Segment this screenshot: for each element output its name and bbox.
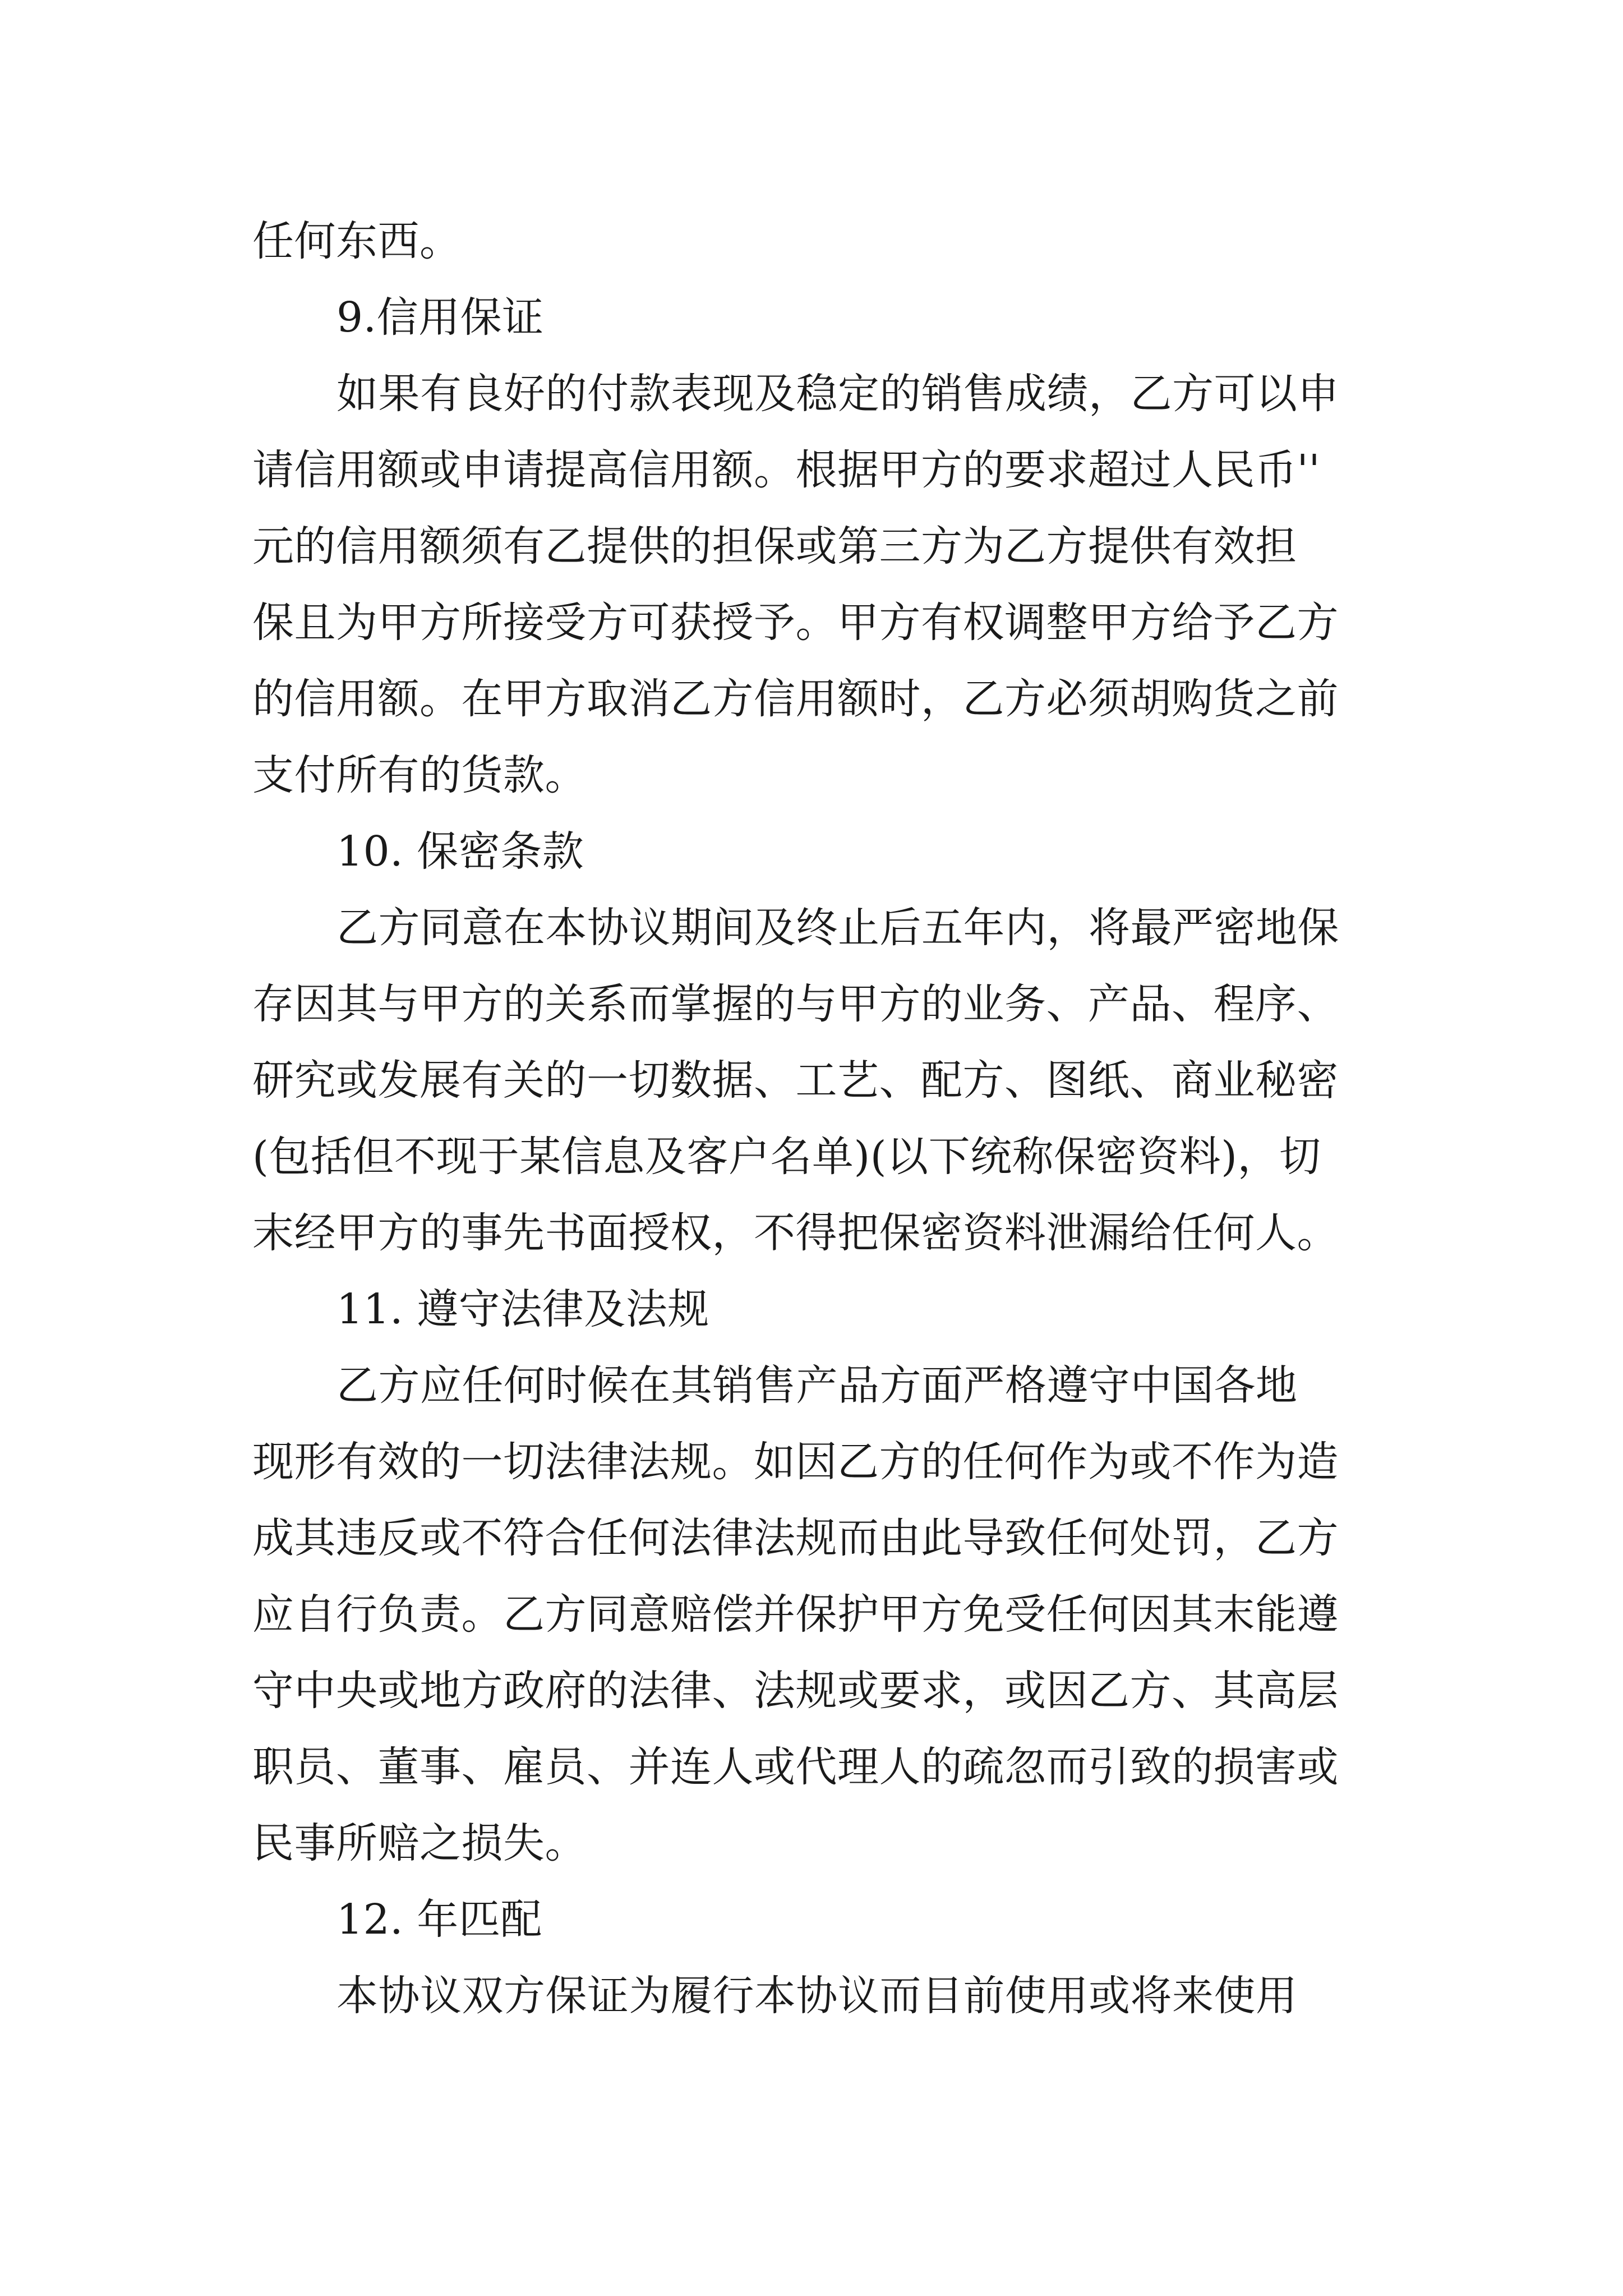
text-line: 研究或发展有关的一切数据、工艺、配方、图纸、商业秘密	[252, 1056, 1339, 1105]
text-line: (包括但不现于某信息及客户名单)(以下统称保密资料)，切	[252, 1133, 1321, 1181]
section-heading-confidentiality: 10. 保密条款	[336, 827, 584, 876]
text-line: 存因其与甲方的关系而掌握的与甲方的业务、产品、程序、	[252, 980, 1339, 1028]
text-line: 成其违反或不符合任何法律法规而由此导致任何处罚，乙方	[252, 1514, 1339, 1562]
text-line: 元的信用额须有乙提供的担保或第三方为乙方提供有效担	[252, 522, 1297, 570]
text-line: 乙方同意在本协议期间及终止后五年内，将最严密地保	[336, 904, 1339, 952]
text-line: 乙方应任何时候在其销售产品方面严格遵守中国各地	[336, 1361, 1298, 1410]
section-heading-compliance: 11. 遵守法律及法规	[336, 1285, 709, 1333]
text-line: 保且为甲方所接受方可获授予。甲方有权调整甲方给予乙方	[252, 599, 1339, 647]
text-line: 任何东西。	[252, 217, 462, 265]
text-line: 本协议双方保证为履行本协议而目前使用或将来使用	[336, 1972, 1298, 2020]
text-line: 的信用额。在甲方取消乙方信用额时，乙方必须胡购货之前	[252, 675, 1339, 723]
text-line: 守中央或地方政府的法律、法规或要求，或因乙方、其高层	[252, 1667, 1339, 1715]
text-line: 民事所赔之损失。	[252, 1819, 587, 1867]
text-line: 支付所有的货款。	[252, 751, 587, 799]
text-line: 末经甲方的事先书面授权，不得把保密资料泄漏给任何人。	[252, 1209, 1339, 1257]
text-line: 如果有良好的付款表现及稳定的销售成绩，乙方可以申	[336, 370, 1339, 418]
text-line: 职员、董事、雇员、并连人或代理人的疏忽而引致的损害或	[252, 1743, 1339, 1791]
text-line: 请信用额或申请提高信用额。根据甲方的要求超过人民币''	[252, 446, 1321, 494]
section-heading-credit-guarantee: 9.信用保证	[336, 293, 544, 342]
text-line: 应自行负责。乙方同意赔偿并保护甲方免受任何因其末能遵	[252, 1590, 1339, 1639]
section-heading-annual-matching: 12. 年匹配	[336, 1895, 542, 1944]
text-line: 现形有效的一切法律法规。如因乙方的任何作为或不作为造	[252, 1438, 1339, 1486]
